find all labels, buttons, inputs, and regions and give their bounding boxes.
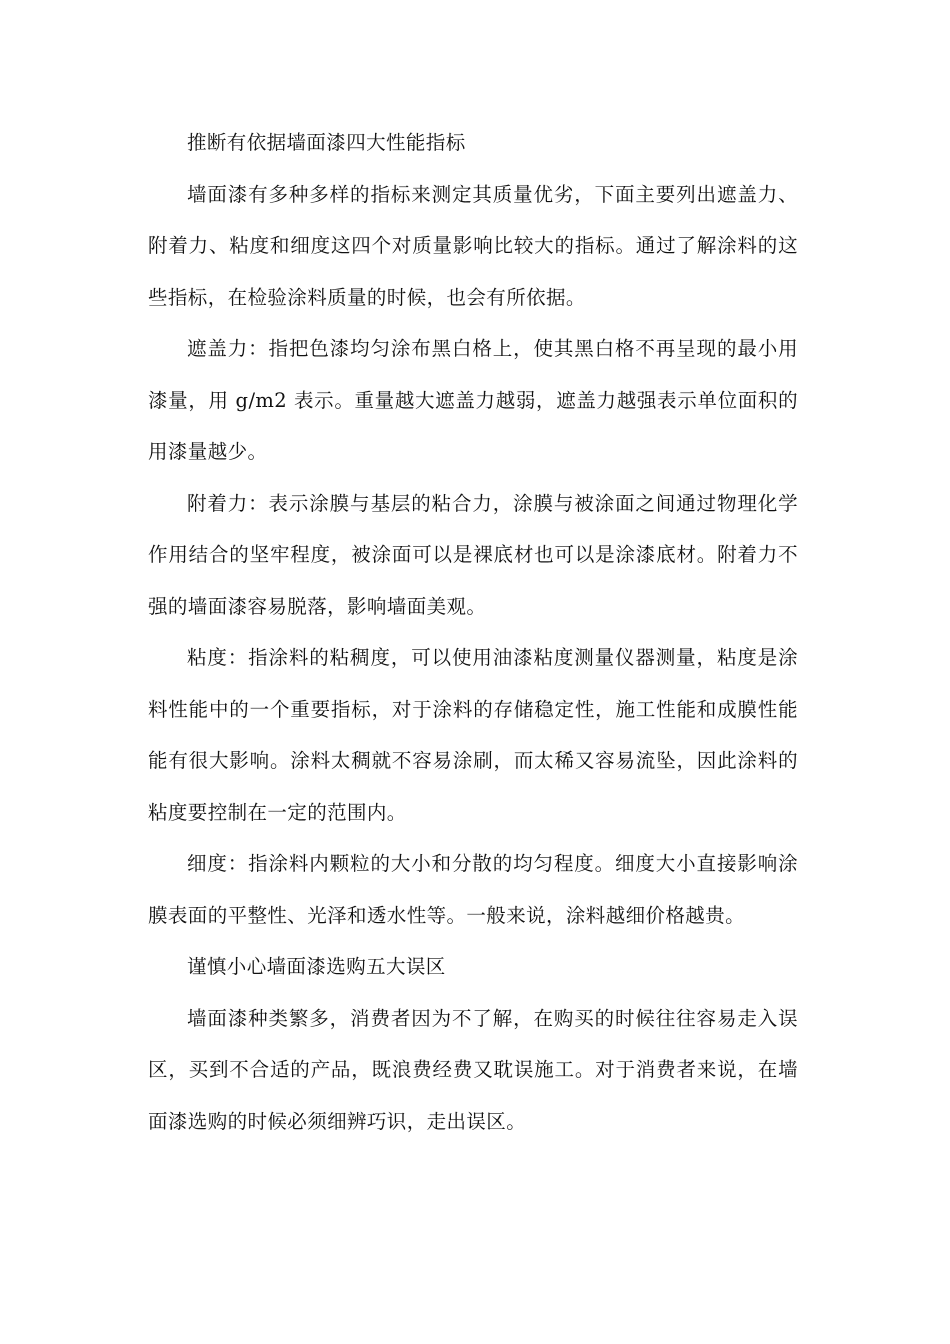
paragraph-hiding-power: 遮盖力：指把色漆均匀涂布黑白格上，使其黑白格不再呈现的最小用漆量，用 g/m2 表示。重量越大遮盖力越弱，遮盖力越强表示单位面积的用漆量越少。: [148, 337, 798, 463]
section-heading-performance: 推断有依据墙面漆四大性能指标: [187, 131, 466, 154]
paragraph-misconceptions-intro: 墙面漆种类繁多，消费者因为不了解，在购买的时候往往容易走入误区，买到不合适的产品，既浪费经费又耽误施工。对于消费者来说，在墙面漆选购的时候必须细辨巧识，走出误区。: [148, 1006, 798, 1133]
document-body: [148, 117, 798, 1147]
paragraph-adhesion: 附着力：表示涂膜与基层的粘合力，涂膜与被涂面之间通过物理化学作用结合的坚牢程度，被涂面可以是裸底材也可以是涂漆底材。附着力不强的墙面漆容易脱落，影响墙面美观。: [148, 491, 798, 618]
section-heading-misconceptions: 谨慎小心墙面漆选购五大误区: [187, 955, 446, 978]
paragraph-fineness: 细度：指涂料内颗粒的大小和分散的均匀程度。细度大小直接影响涂膜表面的平整性、光泽和透水性等。一般来说，涂料越细价格越贵。: [148, 852, 798, 927]
paragraph-viscosity: 粘度：指涂料的粘稠度，可以使用油漆粘度测量仪器测量，粘度是涂料性能中的一个重要指标，对于涂料的存储稳定性，施工性能和成膜性能能有很大影响。涂料太稠就不容易涂刷，而太稀又容易流坠，因此涂料的粘度要控制在一定的范围内。: [148, 646, 798, 824]
paragraph-intro: 墙面漆有多种多样的指标来测定其质量优劣，下面主要列出遮盖力、附着力、粘度和细度这四个对质量影响比较大的指标。通过了解涂料的这些指标，在检验涂料质量的时候，也会有所依据。: [148, 182, 798, 309]
